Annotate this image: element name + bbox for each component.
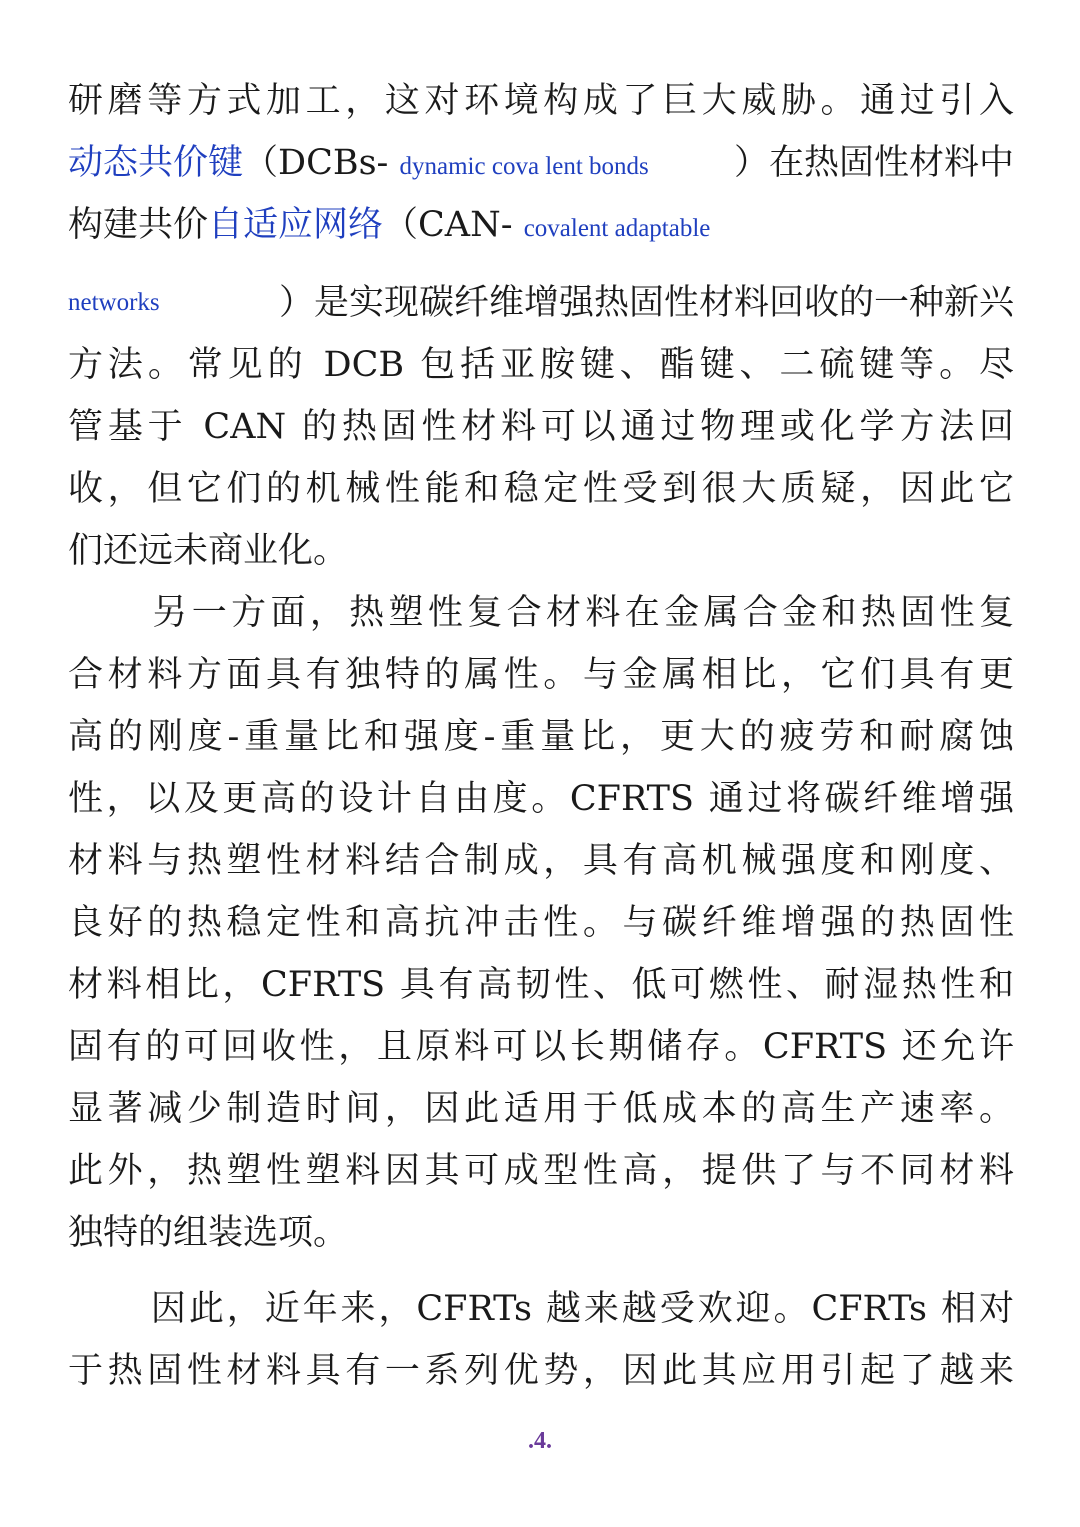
- text-line: [68, 1278, 1014, 1340]
- text-line: [68, 132, 1014, 194]
- text-line: 显著减少制造时间，因此适用于低成本的高生产速率。: [68, 1089, 1014, 1129]
- text-line: 合材料方面具有独特的属性。与金属相比，它们具有更: [68, 655, 1014, 695]
- paragraph-1: [68, 70, 1014, 582]
- text-line: 方法。常见的 DCB 包括亚胺键、酯键、二硫键等。尽: [68, 345, 1014, 385]
- text-line: 们还远未商业化。: [68, 531, 349, 571]
- text-line: 管基于 CAN 的热固性材料可以通过物理或化学方法回: [68, 407, 1014, 447]
- line-pre: 构建共价: [68, 205, 209, 245]
- paren-open-can: （CAN-: [383, 205, 513, 245]
- text-line: [68, 582, 1014, 644]
- term-covalent-adaptable-network: 自适应网络: [208, 205, 384, 245]
- term-dynamic-covalent-bond: 动态共价键: [68, 143, 244, 183]
- line-text: 另一方面，热塑性复合材料在金属合金和热固性复: [148, 593, 1014, 633]
- line-left: [68, 132, 649, 194]
- text-line: 良好的热稳定性和高抗冲击性。与碳纤维增强的热固性: [68, 903, 1014, 943]
- line-text: 因此，近年来，CFRTs 越来越受欢迎。CFRTs 相对: [148, 1289, 1014, 1329]
- text-line: 材料相比，CFRTS 具有高韧性、低可燃性、耐湿热性和: [68, 965, 1014, 1005]
- text-line: 独特的组装选项。: [68, 1213, 349, 1253]
- text-line: 研磨等方式加工，这对环境构成了巨大威胁。通过引入: [68, 81, 1014, 121]
- line-rest: ）在热固性材料中: [733, 143, 1014, 183]
- english-term-can: covalent adaptable: [523, 215, 711, 242]
- text-line: 高的刚度-重量比和强度-重量比，更大的疲劳和耐腐蚀: [68, 717, 1014, 757]
- text-line: 性，以及更高的设计自由度。CFRTS 通过将碳纤维增强: [68, 779, 1014, 819]
- english-term-dcb: dynamic cova lent bonds: [399, 153, 649, 180]
- text-line: 材料与热塑性材料结合制成，具有高机械强度和刚度、: [68, 841, 1014, 881]
- text-line: 于热固性材料具有一系列优势，因此其应用引起了越来: [68, 1351, 1014, 1391]
- text-line: 固有的可回收性，且原料可以长期储存。CFRTS 还允许: [68, 1027, 1014, 1067]
- paragraph-2: [68, 582, 1014, 1264]
- text-line: [68, 272, 1014, 334]
- text-line: 收，但它们的机械性能和稳定性受到很大质疑，因此它: [68, 469, 1014, 509]
- page-number: .4.: [528, 1428, 552, 1454]
- paren-open-dcbs: （DCBs-: [243, 143, 389, 183]
- text-line: [68, 194, 1014, 256]
- document-body: [68, 70, 1014, 1402]
- line-rest: ）是实现碳纤维增强热固性材料回收的一种新兴: [278, 283, 1014, 323]
- english-term-networks: networks: [68, 289, 160, 316]
- paragraph-3: [68, 1278, 1014, 1402]
- text-line: 此外，热塑性塑料因其可成型性高，提供了与不同材料: [68, 1151, 1014, 1191]
